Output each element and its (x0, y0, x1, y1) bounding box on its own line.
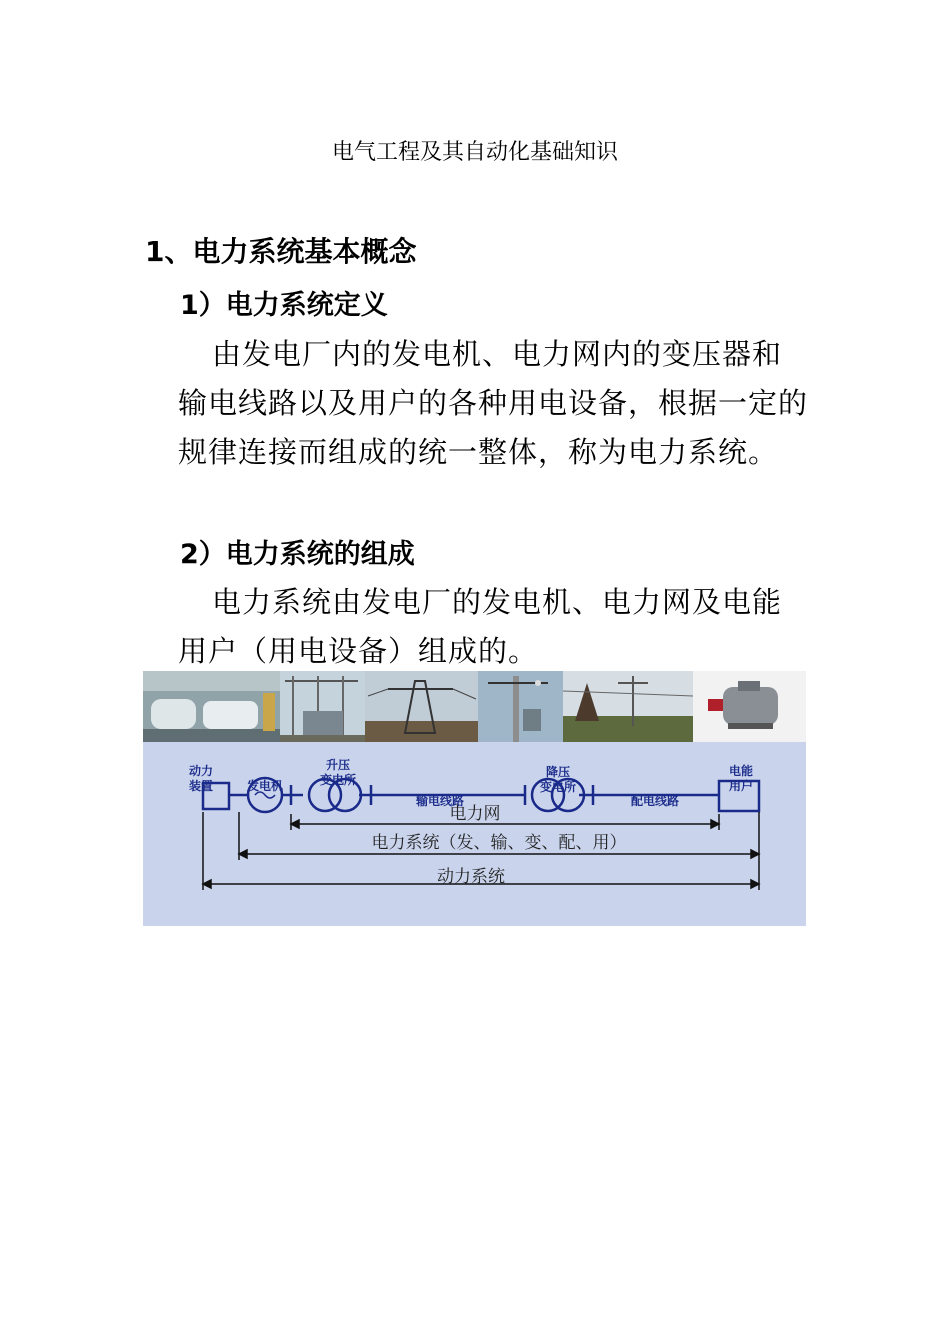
section-heading: 1、电力系统基本概念 (145, 235, 417, 268)
label-step-up-1: 升压 (325, 758, 351, 772)
photo-rural-pagoda (563, 671, 693, 742)
label-step-down-2: 变电所 (539, 780, 577, 794)
photo-strip (143, 671, 806, 742)
bracket-power-system: 电力系统（发、输、变、配、用） (371, 833, 627, 853)
bracket-dynamic-system: 动力系统 (437, 867, 505, 887)
label-step-down-1: 降压 (545, 765, 571, 779)
label-power-device-1: 动力 (188, 764, 214, 778)
composition-paragraph: 电力系统由发电厂的发电机、电力网及电能用户（用电设备）组成的。 (178, 585, 783, 668)
definition-paragraph: 由发电厂内的发电机、电力网内的变压器和输电线路以及用户的各种用电设备，根据一定的规律连接而组成的统一整体，称为电力系统。 (178, 337, 809, 469)
power-system-diagram (143, 742, 806, 926)
document-title: 电气工程及其自动化基础知识 (331, 140, 618, 165)
label-generator: 发电机 (246, 779, 284, 793)
photo-generator-hall (143, 671, 280, 742)
label-distribution-line: 配电线路 (630, 794, 680, 808)
photo-substation (280, 671, 365, 742)
label-power-device-2: 装置 (188, 779, 214, 793)
bracket-power-grid: 电力网 (449, 804, 501, 824)
photo-pole-transformer (478, 671, 563, 742)
photo-electric-motor (693, 671, 806, 742)
label-user-2: 用户 (728, 779, 754, 793)
subsection-heading-composition: 2）电力系统的组成 (180, 539, 415, 570)
power-system-figure (143, 671, 806, 926)
label-user-1: 电能 (728, 764, 754, 778)
label-transmission-line: 输电线路 (415, 794, 465, 808)
photo-transmission-tower (365, 671, 478, 742)
label-step-up-2: 变电所 (319, 773, 357, 787)
subsection-heading-definition: 1）电力系统定义 (180, 290, 388, 321)
